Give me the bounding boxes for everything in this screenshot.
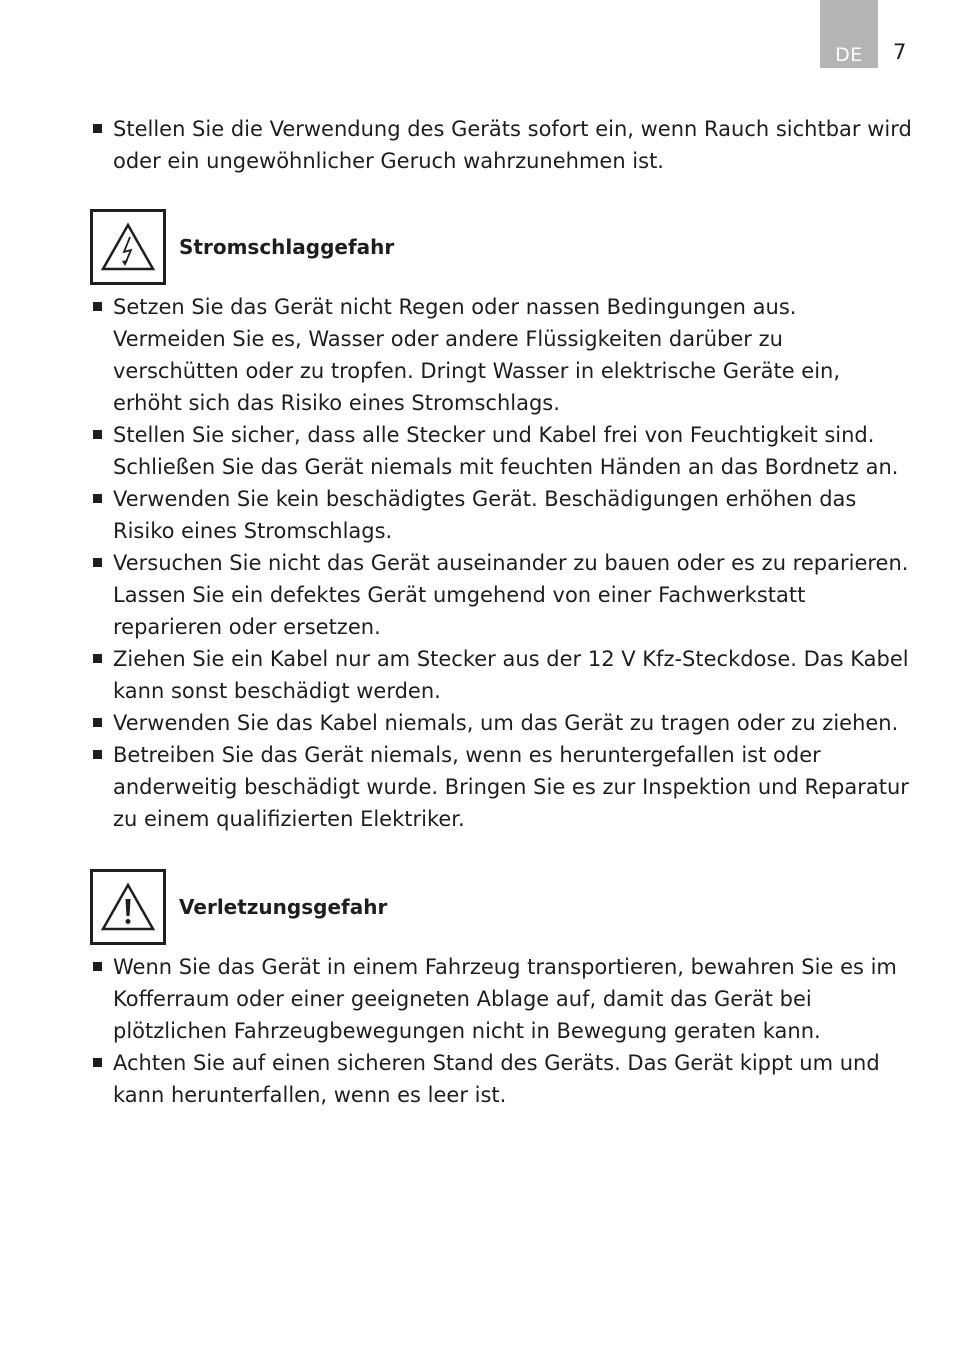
section-title-electric: Stromschlaggefahr — [179, 235, 395, 259]
list-item: Stellen Sie die Verwendung des Geräts sofort ein, wenn Rauch sichtbar wird oder ein ungewöhnlicher Geruch wahrzunehmen ist. — [90, 113, 912, 177]
page-header — [0, 0, 954, 70]
page-content — [90, 113, 912, 1111]
warning-injury — [90, 869, 912, 945]
section-title-injury: Verletzungsgefahr — [179, 895, 388, 919]
injury-list — [90, 951, 912, 1111]
list-item: Setzen Sie das Gerät nicht Regen oder nassen Bedingungen aus. Vermeiden Sie es, Wasser oder andere Flüssigkeiten darüber zu verschütten oder zu tropfen. Dringt Wasser in elektrische Geräte ein, erhöht sich das Risiko eines Stromschlags. — [90, 291, 912, 419]
electric-shock-warning-icon — [90, 209, 166, 285]
list-item: Verwenden Sie kein beschädigtes Gerät. Beschädigungen erhöhen das Risiko eines Stromschlags. — [90, 483, 912, 547]
warning-electric — [90, 209, 912, 285]
page-number: 7 — [893, 40, 907, 64]
list-item: Achten Sie auf einen sicheren Stand des Geräts. Das Gerät kippt um und kann herunterfallen, wenn es leer ist. — [90, 1047, 912, 1111]
language-label: DE — [835, 44, 863, 66]
list-item: Versuchen Sie nicht das Gerät auseinander zu bauen oder es zu reparieren. Lassen Sie ein defektes Gerät umgehend von einer Fachwerkstatt reparieren oder ersetzen. — [90, 547, 912, 643]
exclamation-warning-icon — [90, 869, 166, 945]
language-tab — [820, 0, 878, 68]
list-item: Wenn Sie das Gerät in einem Fahrzeug transportieren, bewahren Sie es im Kofferraum oder einer geeigneten Ablage auf, damit das Gerät bei plötzlichen Fahrzeugbewegungen nicht in Bewegung geraten kann. — [90, 951, 912, 1047]
list-item: Stellen Sie sicher, dass alle Stecker und Kabel frei von Feuchtigkeit sind. Schließen Sie das Gerät niemals mit feuchten Händen an das Bordnetz an. — [90, 419, 912, 483]
list-item: Verwenden Sie das Kabel niemals, um das Gerät zu tragen oder zu ziehen. — [90, 707, 912, 739]
intro-list — [90, 113, 912, 177]
list-item: Ziehen Sie ein Kabel nur am Stecker aus der 12 V Kfz-Steckdose. Das Kabel kann sonst beschädigt werden. — [90, 643, 912, 707]
electric-list — [90, 291, 912, 835]
list-item: Betreiben Sie das Gerät niemals, wenn es heruntergefallen ist oder anderweitig beschädigt wurde. Bringen Sie es zur Inspektion und Reparatur zu einem qualifizierten Elektriker. — [90, 739, 912, 835]
